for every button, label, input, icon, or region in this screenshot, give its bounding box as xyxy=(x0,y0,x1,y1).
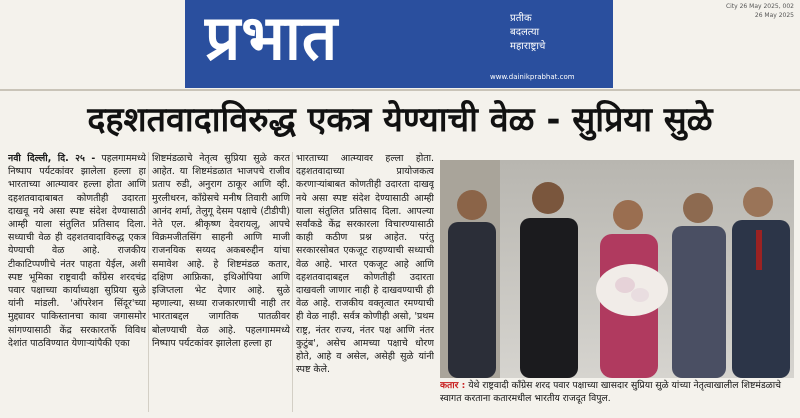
photo-caption xyxy=(440,379,794,415)
column-1-text: पहलगाममध्ये निष्पाप पर्यटकांवर झालेला हल्ला हा भारताच्या आत्म्यावर हल्ला होता आणि दहशतवादाबाबत कोणतीही उदारता दाखवू नये असा स्पष्ट संदेश देण्यासाठी आम्ही याला संतुलित प्रतिसाद दिला. सध्याची वेळ ही दहशतवादाविरुद्ध एकत्र येण्याची वेळ आहे. राजकीय टीकाटिप्पणीचे नंतर पाहता येईल, अशी स्पष्ट भूमिका राष्ट्रवादी काँग्रेस शरदचंद्र पवार पक्षाच्या कार्याध्यक्षा सुप्रिया सुळे यांनी मांडली. 'ऑपरेशन सिंदूर'च्या मुद्द्यावर पाकिस्तानचा कावा जगासमोर सांगण्यासाठी केंद्र सरकारतर्फे विविध देशांत पाठविण्यात येणाऱ्यांपैकी एका xyxy=(8,153,146,349)
masthead-website: www.dainikprabhat.com xyxy=(490,73,575,81)
edition-info xyxy=(726,2,794,20)
article-dateline: नवी दिल्ली, दि. २५ - xyxy=(8,153,96,164)
column-divider xyxy=(148,152,149,412)
tagline-line-3: महाराष्ट्राचे xyxy=(510,41,546,52)
column-2-text: शिष्टमंडळाचे नेतृत्व सुप्रिया सुळे करत आहेत. या शिष्टमंडळात भाजपचे राजीव प्रताप रुडी, अनुराग ठाकूर आणि व्ही. मुरलीधरन, काँग्रेसचे मनीष तिवारी आणि आनंद शर्मा, तेलुगू देसम पक्षाचे (टीडीपी) नेते एल. श्रीकृष्ण देवरायलू, आपचे विक्रमजीतसिंग साहनी आणि माजी राजनयिक सय्यद अकबरुद्दीन यांचा समावेश आहे. हे शिष्टमंडळ कतार, दक्षिण आफ्रिका, इथिओपिया आणि इजिप्तला भेट देणार आहे. सुळे म्हणाल्या, सध्या राजकारणाची नाही तर भारताबद्दल जागतिक पातळीवर बोलण्याची वेळ आहे. पहलगाममध्ये निष्पाप पर्यटकांवर झालेला हल्ला हा xyxy=(152,153,290,349)
article-column-3 xyxy=(296,152,434,414)
tagline-line-2: बदलत्या xyxy=(510,27,540,38)
edition-line-1: City 26 May 2025, 002 xyxy=(725,3,794,10)
article-column-1 xyxy=(8,152,146,414)
article-headline: दहशतवादाविरुद्ध एकत्र येण्याची वेळ - सुप्रिया सुळे xyxy=(87,100,713,140)
masthead-logo: प्रभात xyxy=(205,1,339,74)
article-photo xyxy=(440,160,794,378)
column-3-text: भारताच्या आत्म्यावर हल्ला होता. दहशतवादाच्या प्रायोजकत्व करणाऱ्यांबाबत कोणतीही उदारता दाखवू नये असा स्पष्ट संदेश देण्यासाठी आम्ही याला संतुलित प्रतिसाद दिला. आपल्या सर्वांकडे केंद्र सरकारला विचारण्यासाठी काही कठीण प्रश्न आहेत. परंतु सरकारसोबत एकजूट राहण्याची सध्याची वेळ आहे. भारत एकजूट आहे आणि दहशतवादाबद्दल कोणतीही उदारता दाखवली जाणार नाही हे दाखवण्याची ही वेळ आहे. राजकीय वक्तृत्वात रमण्याची ही वेळ नाही. सर्वत्र कोणीही असो, 'प्रथम राष्ट्र, नंतर राज्य, नंतर पक्ष आणि नंतर कुटुंब', असेच आमच्या पक्षाचे धोरण होते, आहे व असेल, असेही सुळे यांनी स्पष्ट केले. xyxy=(296,153,434,376)
tagline-line-1: प्रतीक xyxy=(510,13,532,24)
edition-line-2: 26 May 2025 xyxy=(754,12,794,19)
column-divider xyxy=(292,152,293,412)
caption-text: येथे राष्ट्रवादी काँग्रेस शरद पवार पक्षाच्या खासदार सुप्रिया सुळे यांच्या नेतृत्वाखालील शिष्टमंडळाचे स्वागत करताना कतारमधील भारतीय राजदूत विपुल. xyxy=(440,380,781,404)
caption-place: कतार : xyxy=(440,380,466,391)
group-photo-icon xyxy=(440,160,794,378)
masthead-tagline xyxy=(510,12,600,54)
article-column-2 xyxy=(152,152,290,414)
masthead-rule xyxy=(0,89,800,91)
